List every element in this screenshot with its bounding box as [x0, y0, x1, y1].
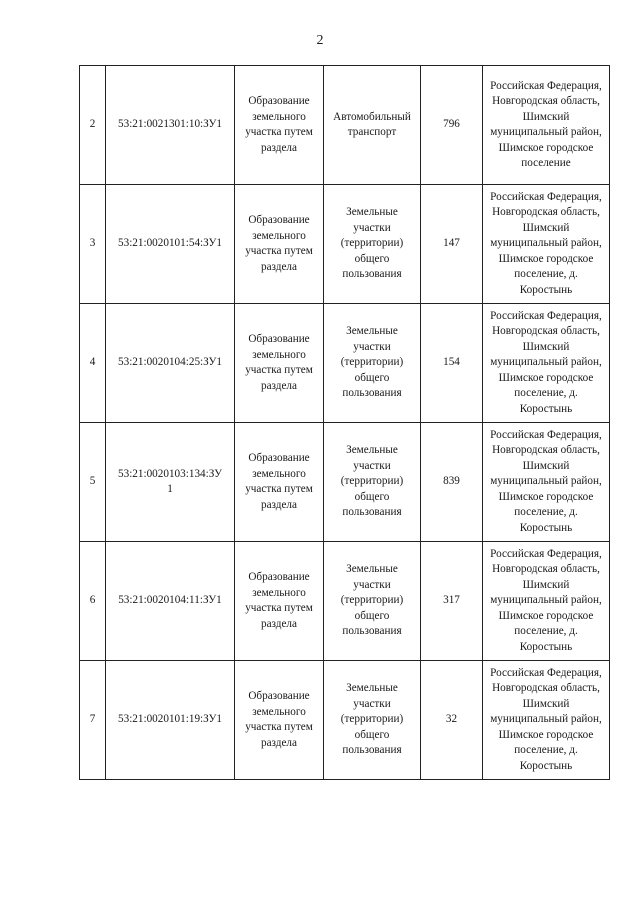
formation-method: Образование земельного участка путем раздела — [235, 304, 324, 423]
formation-method: Образование земельного участка путем раздела — [235, 185, 324, 304]
plot-address: Российская Федерация, Новгородская область, Шимский муниципальный район, Шимское городское поселение, д. Коростынь — [483, 423, 610, 542]
plot-address: Российская Федерация, Новгородская область, Шимский муниципальный район, Шимское городское поселение, д. Коростынь — [483, 542, 610, 661]
row-number: 2 — [80, 66, 106, 185]
table-row — [80, 661, 610, 780]
cadastral-number: 53:21:0020101:54:ЗУ1 — [106, 185, 235, 304]
table-row — [80, 304, 610, 423]
table-row — [80, 542, 610, 661]
plot-area: 796 — [421, 66, 483, 185]
row-number: 7 — [80, 661, 106, 780]
formation-method: Образование земельного участка путем раздела — [235, 66, 324, 185]
plot-area: 147 — [421, 185, 483, 304]
plot-address: Российская Федерация, Новгородская область, Шимский муниципальный район, Шимское городское поселение — [483, 66, 610, 185]
plot-area: 839 — [421, 423, 483, 542]
permitted-use: Земельные участки (территории) общего пользования — [324, 185, 421, 304]
permitted-use: Земельные участки (территории) общего пользования — [324, 304, 421, 423]
permitted-use: Земельные участки (территории) общего пользования — [324, 542, 421, 661]
formation-method: Образование земельного участка путем раздела — [235, 423, 324, 542]
table-row — [80, 66, 610, 185]
plot-area: 154 — [421, 304, 483, 423]
row-number: 3 — [80, 185, 106, 304]
formation-method: Образование земельного участка путем раздела — [235, 542, 324, 661]
row-number: 5 — [80, 423, 106, 542]
cadastral-number: 53:21:0020101:19:ЗУ1 — [106, 661, 235, 780]
cadastral-number: 53:21:0021301:10:ЗУ1 — [106, 66, 235, 185]
page-number: 2 — [316, 33, 324, 48]
table-row — [80, 423, 610, 542]
plot-area: 32 — [421, 661, 483, 780]
permitted-use: Земельные участки (территории) общего пользования — [324, 661, 421, 780]
plot-address: Российская Федерация, Новгородская область, Шимский муниципальный район, Шимское городское поселение, д. Коростынь — [483, 185, 610, 304]
cadastral-number: 53:21:0020103:134:ЗУ 1 — [106, 423, 235, 542]
land-plots-table — [79, 65, 610, 780]
permitted-use: Земельные участки (территории) общего пользования — [324, 423, 421, 542]
formation-method: Образование земельного участка путем раздела — [235, 661, 324, 780]
permitted-use: Автомобильный транспорт — [324, 66, 421, 185]
row-number: 6 — [80, 542, 106, 661]
plot-area: 317 — [421, 542, 483, 661]
table-row — [80, 185, 610, 304]
plot-address: Российская Федерация, Новгородская область, Шимский муниципальный район, Шимское городское поселение, д. Коростынь — [483, 661, 610, 780]
cadastral-number: 53:21:0020104:11:ЗУ1 — [106, 542, 235, 661]
row-number: 4 — [80, 304, 106, 423]
cadastral-number: 53:21:0020104:25:ЗУ1 — [106, 304, 235, 423]
plot-address: Российская Федерация, Новгородская область, Шимский муниципальный район, Шимское городское поселение, д. Коростынь — [483, 304, 610, 423]
